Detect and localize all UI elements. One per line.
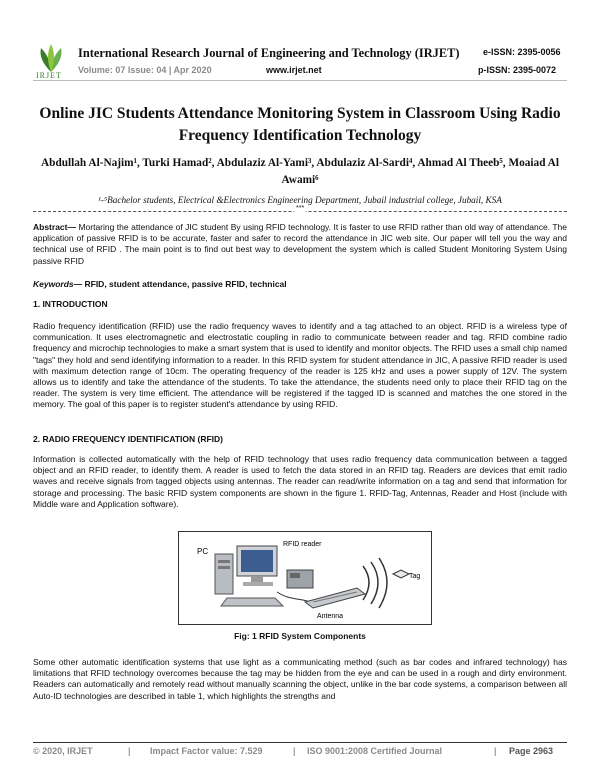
footer-divider bbox=[33, 742, 567, 743]
logo-text: IRJET bbox=[36, 71, 62, 80]
journal-title: International Research Journal of Engineering and Technology (IRJET) bbox=[78, 46, 460, 60]
abstract-text: Mortaring the attendance of JIC student By using RFID technology. It is faster to use RFID rather than old way of attendance. The application of passive RFID is to be accurate, faster and safer to record the attendance in JIC web site. Our paper will tell you the way and technical use of RFID . The main point is to find out best way to development the system which is called Student Monitoring System Using passive RFID bbox=[33, 222, 567, 266]
keywords-text: RFID, student attendance, passive RFID, technical bbox=[82, 279, 287, 289]
affiliation: ¹-⁵Bachelor students, Electrical &Electronics Engineering Department, Jubail industrial college, Jubail, KSA bbox=[98, 195, 502, 205]
label-pc: PC bbox=[197, 547, 209, 556]
header-divider bbox=[33, 80, 567, 81]
antenna-icon bbox=[305, 588, 365, 608]
page-number: Page 2963 bbox=[509, 746, 554, 756]
journal-website-link[interactable]: www.irjet.net bbox=[266, 65, 322, 75]
author-list: Abdullah Al-Najim¹, Turki Hamad², Abdulaziz Al-Yami³, Abdulaziz Al-Sardi⁴, Ahmad Al Theeb⁵, Moaiad Al Awami⁶ bbox=[41, 157, 559, 186]
monitor-icon bbox=[237, 546, 277, 586]
pc-icon bbox=[215, 554, 233, 594]
footer-impact-factor: Impact Factor value: 7.529 bbox=[150, 746, 263, 756]
radio-waves bbox=[363, 558, 387, 608]
rfid-reader-icon bbox=[287, 570, 313, 588]
abstract bbox=[33, 222, 567, 267]
section-heading-introduction: 1. INTRODUCTION bbox=[33, 299, 108, 309]
page-header bbox=[0, 0, 600, 88]
cable bbox=[277, 592, 311, 602]
keywords-label: Keywords— bbox=[33, 279, 83, 289]
footer-copyright: © 2020, IRJET bbox=[33, 746, 93, 756]
keyboard-icon bbox=[221, 598, 283, 606]
keywords bbox=[33, 279, 567, 290]
divider-stars: *** bbox=[296, 205, 305, 212]
footer-separator: | bbox=[128, 746, 131, 756]
footer-separator: | bbox=[293, 746, 296, 756]
introduction-paragraph: Radio frequency identification (RFID) use the radio frequency waves to identify and a tag attached to an object. RFID is a wireless type of communication. It uses electromagnetic and electrostatic coupling in radio to communicate between reader and tag. RFID combine radio frequency and microchip technologies to make a smart system that is used to identify and monitor objects. The RFID uses a small chip named "tags" they hold and send identifying information to a reader. In this RFID system for student attendance in JIC, A passive RFID reader is used with maximum detection range of 10cm. The operating frequency of the reader is 125 kHz and uses a power supply of 12V. The system allows us to identify and take the attendance of the students. To take the attendance, the students need only to place their RFID tag on the reader. The system is very time efficient. The attendance will be registered if the tagged ID is scanned and matches the one stored in the memory. The goal of this paper is to register student's attendance by using RFID. bbox=[33, 321, 567, 410]
figure-caption: Fig: 1 RFID System Components bbox=[234, 631, 366, 641]
rfid-paragraph-continued: Some other automatic identification systems that use light as a communicating method (such as bar codes and infrared technology) has limitations that RFID technology overcomes because the tag may be hidden from the eye and can be used in a rough and dirty environment. Readers can automatically and remotely read without manually scanning the object, unlike in the bar code systems, a comparison between all Auto-ID technologies are described in table 1, which highlights the strengths and bbox=[33, 657, 567, 701]
footer-iso: ISO 9001:2008 Certified Journal bbox=[307, 746, 443, 756]
issue-info: Volume: 07 Issue: 04 | Apr 2020 bbox=[78, 65, 212, 75]
eissn: e-ISSN: 2395-0056 bbox=[483, 47, 561, 57]
label-rfid-reader: RFID reader bbox=[283, 541, 322, 548]
paper-title: Online JIC Students Attendance Monitoring System in Classroom Using Radio Frequency Identification Technology bbox=[39, 105, 561, 144]
pissn: p-ISSN: 2395-0072 bbox=[478, 65, 557, 75]
label-tag: Tag bbox=[409, 573, 421, 580]
label-antenna: Antenna bbox=[317, 613, 344, 620]
section-heading-rfid: 2. RADIO FREQUENCY IDENTIFICATION (RFID) bbox=[33, 434, 223, 444]
footer-separator: | bbox=[494, 746, 497, 756]
abstract-label: Abstract— bbox=[33, 222, 76, 232]
rfid-system-figure bbox=[178, 531, 432, 625]
rfid-diagram bbox=[179, 532, 431, 624]
rfid-paragraph: Information is collected automatically with the help of RFID technology that uses radio frequency data communication between a tagged object and an RFID reader, to identify them. A reader is used to fetch the data stored in an RFID tag. Readers are devices that emit radio waves and receive signals from tagged objects using antennas. The reader can read/write information on a tag and send that information for storage and processing. The basic RFID system components are shown in the figure 1. RFID-Tag, Antennas, Reader and Host (include with Middle ware and Application software). bbox=[33, 454, 567, 509]
tag-icon bbox=[393, 570, 409, 578]
